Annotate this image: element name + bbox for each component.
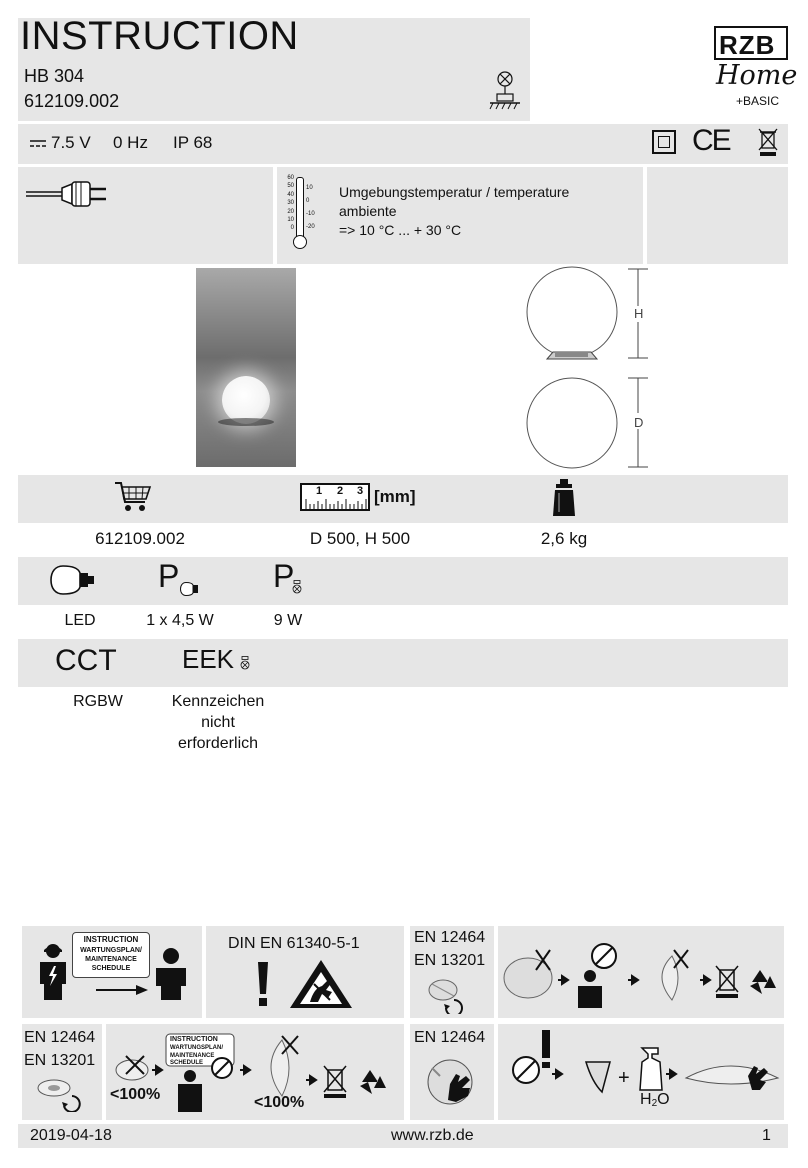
weee-bin-icon xyxy=(757,127,779,157)
water-label: H2O xyxy=(640,1091,670,1109)
plug-icon xyxy=(26,178,110,210)
article-value: 612109.002 xyxy=(95,529,185,548)
en-12464-c: EN 12464 xyxy=(414,1029,486,1046)
diameter-label: D xyxy=(634,415,644,430)
cct-label: CCT xyxy=(55,644,117,677)
temperature-range: => 10 °C ... + 30 °C xyxy=(339,222,462,238)
electrician-icon xyxy=(38,944,68,1000)
plan-line-3: SCHEDULE xyxy=(91,965,131,972)
voltage: 7.5 V xyxy=(51,133,91,152)
protection-class-icon xyxy=(652,130,676,154)
luminaire-icon xyxy=(292,580,302,594)
user-icon xyxy=(154,948,188,1000)
ceiling-mount-icon xyxy=(488,70,522,112)
cct-panel xyxy=(18,639,788,687)
temperature-label: Umgebungstemperatur / temperature xyxy=(339,184,570,200)
lumen-icon xyxy=(34,1076,84,1112)
power-value: 1 x 4,5 W xyxy=(146,612,214,629)
frequency: 0 Hz xyxy=(113,133,148,152)
page-title: INSTRUCTION xyxy=(20,14,299,58)
bulb-icon xyxy=(50,565,98,595)
brand-name: RZB xyxy=(719,30,776,60)
plan-mini-3: SCHEDULE xyxy=(170,1060,204,1066)
warning-exclamation-icon xyxy=(257,962,269,1006)
en-12464-a: EN 12464 xyxy=(414,929,486,946)
instruction-doc-title: INSTRUCTION xyxy=(83,935,139,944)
dimension-drawing xyxy=(520,266,660,470)
plan-mini-1: WARTUNGSPLAN/ xyxy=(170,1045,223,1051)
weight-value: 2,6 kg xyxy=(540,529,588,548)
height-label: H xyxy=(634,306,644,321)
cleaning-glove-icon xyxy=(426,1054,482,1110)
en-13201-b: EN 13201 xyxy=(24,1052,96,1069)
system-power-value: 9 W xyxy=(273,612,303,629)
instruction-document xyxy=(72,932,150,978)
eek-luminaire-icon xyxy=(240,656,250,670)
thermo-scale-left: 0 xyxy=(290,225,294,232)
temperature-panel xyxy=(277,167,643,264)
thermo-scale-left: 10 xyxy=(287,217,294,223)
less-than-100-a: <100% xyxy=(110,1086,161,1103)
cct-value: RGBW xyxy=(73,693,123,710)
eek-label: EEK xyxy=(182,644,235,674)
thermo-scale-left: 20 xyxy=(287,208,294,215)
thermo-scale-left: 60 xyxy=(287,175,294,181)
temperature-label-2: ambiente xyxy=(339,203,397,219)
unit-label: [mm] xyxy=(374,487,416,506)
article-number: 612109.002 xyxy=(24,91,120,111)
brand-basic: +BASIC xyxy=(736,94,780,108)
thermo-scale-right: -20 xyxy=(306,224,315,230)
ce-mark: CE xyxy=(692,124,730,157)
ruler-number-1: 1 xyxy=(316,485,323,497)
plan-line-1: WARTUNGSPLAN/ xyxy=(80,947,142,954)
thermo-scale-right: 10 xyxy=(306,185,313,191)
thermo-scale-right: 0 xyxy=(306,198,310,204)
brand-logo xyxy=(714,26,788,60)
model-number: HB 304 xyxy=(24,66,85,86)
eek-value-1: Kennzeichen xyxy=(171,693,265,710)
din-standard: DIN EN 61340-5-1 xyxy=(228,935,360,952)
eek-value-3: erforderlich xyxy=(177,735,259,752)
weight-icon xyxy=(552,478,576,518)
footer-url: www.rzb.de xyxy=(391,1127,474,1144)
ruler-number-2: 2 xyxy=(337,485,344,497)
power-panel xyxy=(18,557,788,605)
lamp-replace-icon xyxy=(426,976,466,1014)
brand-home: Home xyxy=(716,60,798,91)
power-symbol: P xyxy=(158,558,180,594)
thermo-scale-right: -10 xyxy=(306,211,315,217)
system-power-symbol: P xyxy=(273,558,295,594)
arrow-right-icon xyxy=(96,984,148,996)
instruction-mini: INSTRUCTION xyxy=(170,1036,218,1043)
en-13201-a: EN 13201 xyxy=(414,952,486,969)
ip-rating: IP 68 xyxy=(173,133,213,152)
plan-line-2: MAINTENANCE xyxy=(85,956,137,963)
dc-current-icon xyxy=(30,139,46,149)
esd-warning-icon xyxy=(288,958,354,1010)
thermo-scale-left: 30 xyxy=(287,200,294,207)
page-number: 1 xyxy=(762,1127,771,1144)
empty-panel xyxy=(647,167,788,264)
eek-value-2: nicht xyxy=(201,714,235,731)
disposal-sequence-1 xyxy=(502,936,782,1010)
lamp-value: LED xyxy=(64,612,96,629)
ruler-icon xyxy=(300,483,370,511)
plan-mini-2: MAINTENANCE xyxy=(170,1053,215,1059)
ruler-number-3: 3 xyxy=(357,485,364,497)
size-value: D 500, H 500 xyxy=(309,529,411,548)
thermo-scale-left: 50 xyxy=(287,183,294,190)
shopping-cart-icon xyxy=(114,480,152,514)
small-bulb-icon xyxy=(180,582,202,596)
less-than-100-b: <100% xyxy=(254,1094,305,1111)
thermometer-icon xyxy=(280,173,324,251)
thermo-scale-left: 40 xyxy=(287,191,294,198)
footer-date: 2019-04-18 xyxy=(30,1127,112,1144)
svg-text:+: + xyxy=(618,1067,630,1089)
product-photo xyxy=(196,268,296,467)
en-12464-b: EN 12464 xyxy=(24,1029,96,1046)
